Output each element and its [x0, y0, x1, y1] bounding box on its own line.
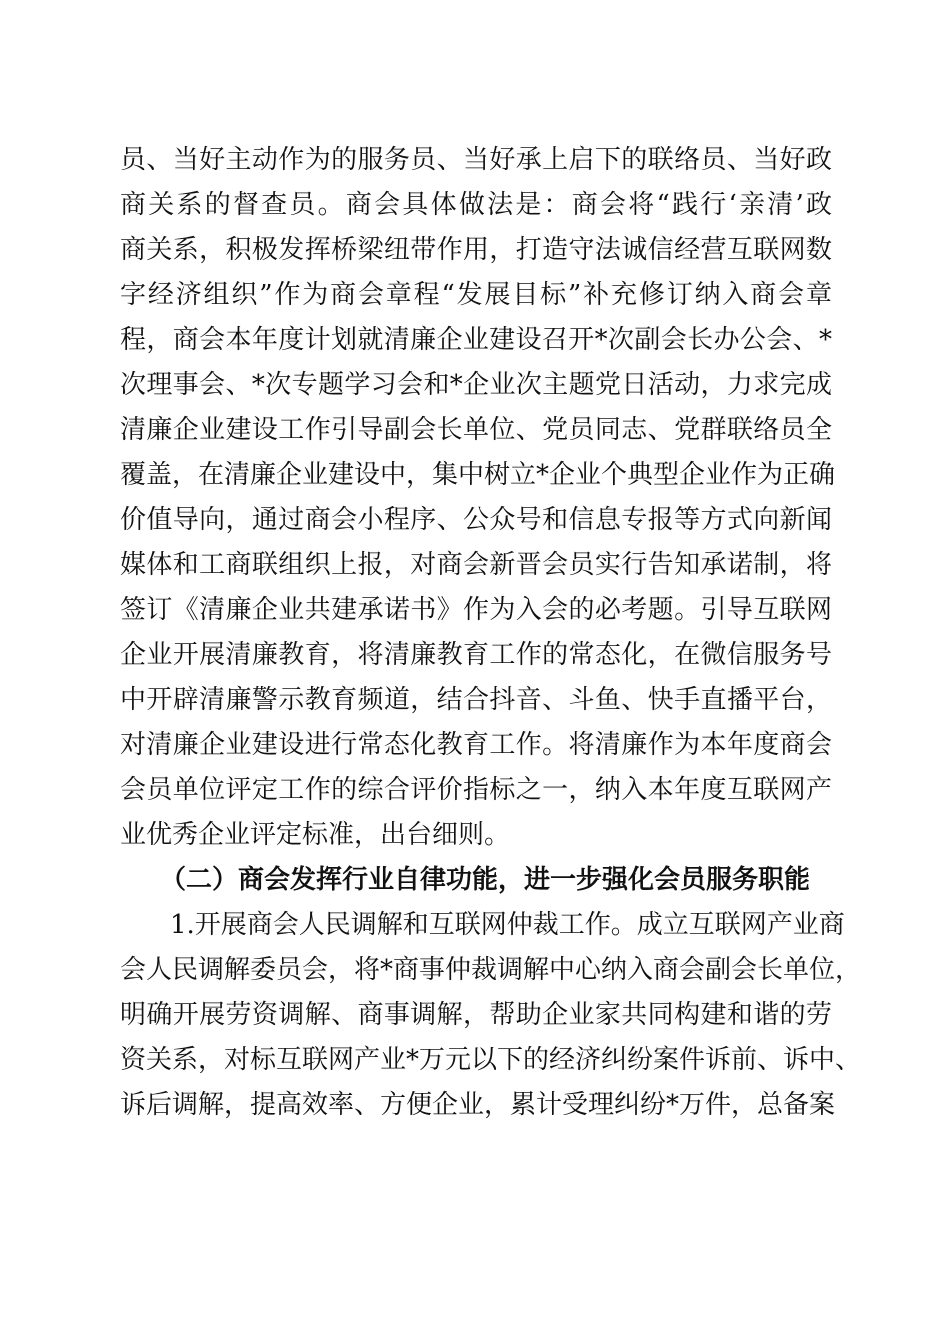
paragraph1-line-2: 商关系的督查员。商会具体做法是：商会将“践行‘亲清’政: [120, 190, 832, 220]
paragraph1-line-5: 程，商会本年度计划就清廉企业建设召开*次副会长办公会、*: [120, 325, 832, 355]
paragraph1-line-4: 字经济组织”作为商会章程“发展目标”补充修订纳入商会章: [120, 280, 832, 310]
paragraph1-line-6: 次理事会、*次专题学习会和*企业次主题党日活动，力求完成: [120, 370, 832, 400]
paragraph1-line-9: 价值导向，通过商会小程序、公众号和信息专报等方式向新闻: [120, 505, 832, 535]
paragraph1-line-7: 清廉企业建设工作引导副会长单位、党员同志、党群联络员全: [120, 415, 832, 445]
paragraph2-line-4: 资关系，对标互联网产业*万元以下的经济纠纷案件诉前、诉中、: [120, 1045, 862, 1075]
paragraph1-line-14: 对清廉企业建设进行常态化教育工作。将清廉作为本年度商会: [120, 730, 832, 760]
paragraph1-line-10: 媒体和工商联组织上报，对商会新晋会员实行告知承诺制，将: [120, 550, 832, 580]
paragraph1-line-3: 商关系，积极发挥桥梁纽带作用，打造守法诚信经营互联网数: [120, 235, 832, 265]
section-heading: （二）商会发挥行业自律功能，进一步强化会员服务职能: [160, 865, 811, 895]
paragraph2-line-3: 明确开展劳资调解、商事调解，帮助企业家共同构建和谐的劳: [120, 1000, 832, 1030]
paragraph1-line-11: 签订《清廉企业共建承诺书》作为入会的必考题。引导互联网: [120, 595, 832, 625]
paragraph1-line-16: 业优秀企业评定标准，出台细则。: [120, 820, 511, 850]
paragraph1-line-13: 中开辟清廉警示教育频道，结合抖音、斗鱼、快手直播平台，: [120, 685, 832, 715]
paragraph1-line-1: 员、当好主动作为的服务员、当好承上启下的联络员、当好政: [120, 145, 832, 175]
paragraph1-line-15: 会员单位评定工作的综合评价指标之一，纳入本年度互联网产: [120, 775, 832, 805]
paragraph1-line-8: 覆盖，在清廉企业建设中，集中树立*企业个典型企业作为正确: [120, 460, 836, 490]
paragraph2-line-1: 1.开展商会人民调解和互联网仲裁工作。成立互联网产业商: [170, 910, 845, 940]
paragraph2-line-2: 会人民调解委员会，将*商事仲裁调解中心纳入商会副会长单位，: [120, 955, 862, 985]
paragraph2-line-5: 诉后调解，提高效率、方便企业，累计受理纠纷*万件，总备案: [120, 1090, 836, 1120]
paragraph1-line-12: 企业开展清廉教育，将清廉教育工作的常态化，在微信服务号: [120, 640, 832, 670]
